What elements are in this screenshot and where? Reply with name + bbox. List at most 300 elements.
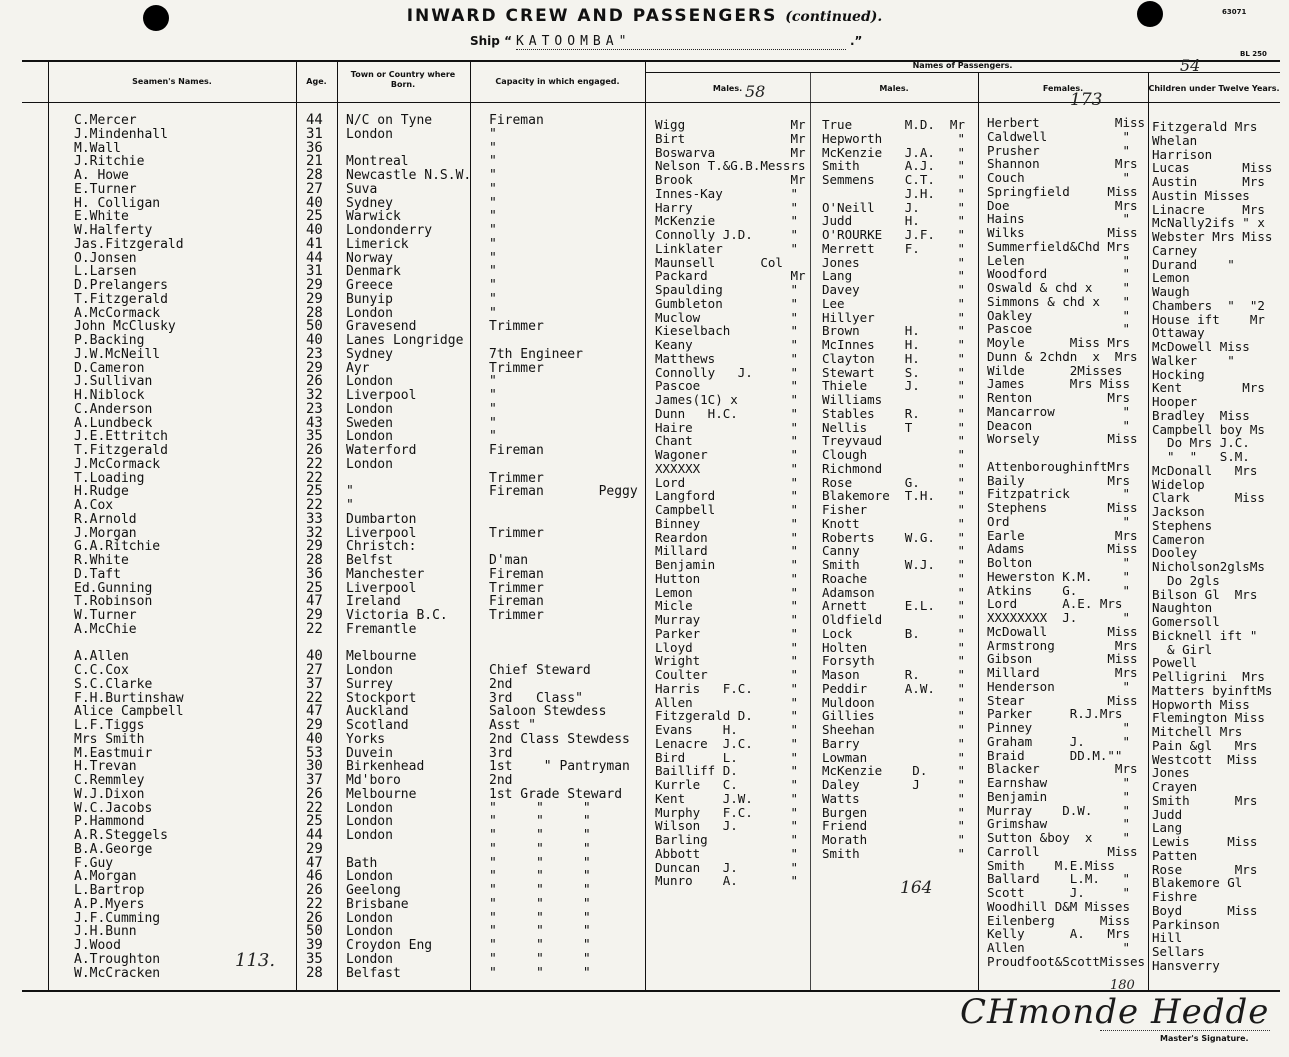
seaman-age: 22 (306, 895, 323, 912)
header-town: Town or Country where Born. (350, 70, 456, 89)
female-passenger: Prusher " (987, 142, 1130, 158)
birthplace: Birkenhead (346, 759, 425, 775)
capacity-entry: Trimmer (489, 580, 544, 596)
capacity-entry: " " " (489, 924, 591, 940)
birthplace: Fremantle (346, 621, 417, 637)
child-passenger: Hooper (1152, 394, 1198, 409)
child-passenger: Crayen (1152, 779, 1198, 794)
male-passenger: Treyvaud " (822, 433, 965, 449)
seaman-age: 26 (306, 442, 323, 458)
female-passenger: Woodhill D&M Misses (987, 898, 1130, 914)
child-passenger: Stephens (1152, 517, 1213, 533)
seaman-age: 29 (306, 717, 323, 733)
capacity-entry (489, 458, 638, 472)
seaman-name: P.Backing (74, 333, 145, 348)
male-passenger: Blakemore T.H. " (822, 488, 965, 504)
female-passenger: Stear Miss (987, 692, 1138, 708)
child-passenger: Ottaway (1152, 325, 1205, 341)
male-passenger: Jones " (822, 254, 965, 270)
male-passenger: Haire " (655, 419, 798, 435)
female-passenger: Smith M.E.Miss (987, 857, 1115, 873)
females-count-mark: 173 (1070, 90, 1103, 110)
children-column (1152, 120, 1272, 973)
male-passenger: Chant " (655, 433, 798, 449)
male-passenger: Duncan J. " (655, 859, 798, 875)
birthplace: Yorks (346, 731, 386, 747)
female-passenger: Dunn & 2chdn x Mrs (987, 348, 1138, 364)
female-passenger: Woodford " (987, 266, 1130, 282)
capacity-entry: " (489, 126, 497, 142)
seaman-name: J.E.Ettritch (74, 429, 168, 445)
capacity-entry: Fireman (489, 594, 544, 610)
seaman-name: T.Robinson (74, 594, 153, 610)
seaman-age: 29 (306, 277, 323, 293)
birthplace: Christch: (346, 539, 417, 555)
seaman-age: 21 (306, 153, 323, 170)
seaman-age: 46 (306, 868, 323, 885)
female-passenger: Wilde 2Misses (987, 362, 1123, 378)
female-passenger: Baily Mrs (987, 472, 1130, 488)
birthplace: London (346, 126, 393, 142)
birthplace: London (346, 869, 393, 885)
seaman-age: 37 (306, 675, 323, 692)
female-passenger: Fitzpatrick " (987, 486, 1130, 502)
male-passenger: Hepworth " (822, 130, 965, 146)
female-passenger: Allen " (987, 940, 1130, 955)
birthplace: Scotland (346, 718, 409, 733)
male-passenger: Packard Mr (655, 268, 806, 284)
capacity-entry: 2nd (489, 676, 513, 692)
female-passenger: Renton Mrs (987, 390, 1130, 405)
children-count-mark: 54 (1180, 56, 1201, 75)
seaman-age: 40 (306, 730, 323, 747)
seaman-age: 27 (306, 180, 323, 197)
seaman-age: 22 (306, 799, 323, 816)
male-passenger: Knott " (822, 515, 965, 531)
birthplace: Greece (346, 278, 393, 293)
seaman-age: 50 (306, 318, 323, 335)
seaman-name: John McClusky (74, 319, 176, 335)
child-passenger: Jones (1152, 765, 1190, 781)
header-capacity: Capacity in which engaged. (495, 77, 620, 86)
seaman-age: 25 (306, 483, 323, 500)
child-passenger: Judd (1152, 806, 1183, 822)
child-passenger: Bilson Gl Mrs (1152, 586, 1258, 602)
birthplace (346, 472, 471, 486)
child-passenger: McDonall Mrs (1152, 462, 1258, 478)
birthplace: London (346, 814, 393, 830)
male-passenger: Coulter " (655, 667, 798, 682)
seaman-name: C.Mercer (74, 113, 137, 128)
capacity-entry: 1st " Pantryman (489, 759, 630, 775)
capacity-entry (489, 334, 638, 348)
female-passenger: Blacker Mrs (987, 761, 1138, 777)
female-passenger: Ord " (987, 513, 1130, 529)
capacity-entry (489, 650, 638, 664)
seaman-name: L.F.Tiggs (74, 718, 145, 733)
capacity-entry: 1st Grade Steward (489, 786, 623, 802)
seaman-name: J.Mindenhall (74, 126, 168, 142)
seaman-name: A.Troughton (74, 951, 161, 967)
child-passenger: Campbell boy Ms (1152, 421, 1265, 437)
female-passenger: Earnshaw " (987, 775, 1130, 790)
female-passenger: Couch " (987, 170, 1130, 185)
capacity-entry (489, 513, 638, 527)
male-passenger: Brown H. " (822, 323, 965, 339)
seaman-name: H.Niblock (74, 388, 145, 403)
male-passenger: Lowman " (822, 749, 965, 765)
male-passenger: Richmond " (822, 460, 965, 476)
birthplace: Dumbarton (346, 511, 417, 527)
female-passenger: Doe Mrs (987, 197, 1138, 213)
seaman-age: 27 (306, 662, 323, 678)
male-passenger: Murray " (655, 612, 798, 627)
seaman-age: 28 (306, 552, 323, 568)
birthplace: London (346, 305, 393, 321)
capacity-entry: Saloon Stewdess (489, 704, 607, 720)
male-passenger: Wagoner " (655, 447, 798, 462)
birthplace: London (346, 910, 393, 926)
seamen-names-column (74, 114, 184, 980)
capacity-entry: " (489, 374, 497, 390)
capacity-entry: 3rd (489, 745, 513, 761)
seaman-age: 31 (306, 263, 323, 280)
male-passenger: Evans H. " (655, 722, 798, 737)
child-passenger: Austin Mrs (1152, 174, 1265, 189)
seaman-age: 31 (306, 125, 323, 142)
capacity-entry: Trimmer (489, 608, 544, 623)
birthplace: London (346, 374, 393, 390)
male-passenger: Forsyth " (822, 653, 965, 669)
child-passenger: Widelop (1152, 476, 1205, 492)
seaman-name: A.R.Steggels (74, 828, 168, 843)
male-passenger: Clayton H. " (822, 350, 965, 366)
child-passenger: Smith Mrs (1152, 792, 1258, 808)
birthplace: London (346, 456, 393, 472)
seaman-age: 44 (306, 827, 323, 843)
capacity-entry: " " " (489, 883, 591, 898)
col-divider (1148, 72, 1149, 990)
child-passenger: Hopworth Miss (1152, 696, 1250, 712)
child-passenger: Chambers " "2 (1152, 297, 1265, 313)
male-passenger: O'Neill J. " (822, 199, 965, 215)
female-passenger: Kelly A. Mrs (987, 926, 1130, 942)
birthplace: London (346, 924, 393, 940)
seaman-age: 36 (306, 139, 323, 156)
male-passenger: Campbell " (655, 502, 798, 517)
birthplace: Ireland (346, 594, 401, 610)
seaman-name: W.J.Dixon (74, 786, 145, 802)
male-passenger: Merrett F. " (822, 240, 965, 256)
capacity-entry: Asst " (489, 718, 536, 733)
male-passenger: Burgen " (822, 804, 965, 820)
capacity-entry: " (489, 291, 497, 307)
birthplace: Lanes Longridge (346, 333, 464, 348)
seaman-name: E.White (74, 209, 129, 225)
birthplace: London (346, 663, 393, 678)
child-passenger: Powell (1152, 655, 1198, 671)
header-females: Females. (1042, 84, 1084, 93)
header-passengers: Names of Passengers. (912, 61, 1013, 70)
seaman-age: 26 (306, 882, 323, 898)
birthplace: Brisbane (346, 896, 409, 912)
males-column-2 (822, 118, 965, 861)
female-passenger: Hewerston K.M. " (987, 568, 1130, 584)
seaman-name: A.P.Myers (74, 896, 145, 912)
female-passenger: Parker R.J.Mrs (987, 706, 1123, 722)
female-passenger: Shannon Mrs (987, 156, 1138, 172)
capacity-entry: " " " (489, 814, 591, 830)
capacity-entry (489, 499, 638, 513)
seaman-age: 25 (306, 813, 323, 830)
capacity-entry: 2nd Class Stewdess (489, 731, 630, 747)
seaman-name: Mrs Smith (74, 731, 145, 747)
seaman-name: A.Cox (74, 498, 114, 513)
male-passenger: Smith A.J. " (822, 158, 965, 174)
male-passenger: Hillyer " (822, 309, 965, 325)
female-passenger: Sutton &boy x " (987, 830, 1130, 845)
male-passenger: Thiele J. " (822, 378, 965, 394)
seaman-age: 53 (306, 744, 323, 761)
seaman-name: J.F.Cumming (74, 910, 161, 926)
seaman-age: 29 (306, 840, 323, 857)
birthplace: Surrey (346, 676, 393, 692)
capacity-entry: " (489, 250, 497, 266)
child-passenger: Sellars (1152, 944, 1205, 959)
female-passenger: Armstrong Mrs (987, 637, 1138, 653)
seaman-name: A. Howe (74, 168, 129, 183)
male-passenger: J.H. " (822, 185, 965, 201)
male-passenger: Parker " (655, 625, 798, 641)
male-passenger: Rose G. " (822, 474, 965, 490)
seaman-name: J.Morgan (74, 525, 137, 541)
capacity-entry: " (489, 236, 497, 252)
male-passenger: Sheehan " (822, 722, 965, 737)
male-passenger: Smith W.J. " (822, 557, 965, 572)
capacity-entry: " (489, 154, 497, 170)
seaman-age: 40 (306, 332, 323, 348)
capacity-entry: Fireman (489, 566, 544, 582)
seaman-name: J.Wood (74, 938, 121, 953)
male-passenger: Fisher " (822, 502, 965, 517)
col-divider (645, 60, 646, 990)
seaman-age: 33 (306, 510, 323, 527)
female-passenger: Stephens Miss (987, 500, 1138, 515)
male-passenger: Judd H. " (822, 213, 965, 229)
header-males-2: Males. (879, 84, 909, 93)
child-passenger: Nicholson2glsMs (1152, 559, 1265, 574)
child-passenger: Matters byinftMs (1152, 682, 1273, 698)
child-passenger: Pelligrini Mrs (1152, 669, 1265, 684)
male-passenger: McInnes H. " (822, 337, 965, 352)
male-passenger: Innes-Kay " (655, 185, 798, 201)
male-passenger: Kent J.W. " (655, 790, 798, 806)
seaman-age: 25 (306, 579, 323, 596)
birthplace: Auckland (346, 704, 409, 720)
male-passenger: Smith " (822, 845, 965, 861)
male-passenger: Gumbleton " (655, 295, 798, 311)
male-passenger: Spaulding " (655, 282, 798, 297)
capacity-entry: " (489, 264, 497, 280)
male-passenger: Wright " (655, 653, 798, 669)
seaman-name: H.Trevan (74, 759, 137, 775)
seaman-name: A.McCormack (74, 305, 161, 321)
child-passenger: McDowell Miss (1152, 339, 1250, 354)
male-passenger: Stables R. " (822, 405, 965, 421)
female-passenger: Lelen " (987, 252, 1130, 268)
seaman-age: 28 (306, 167, 323, 183)
birthplace: " (346, 498, 354, 513)
seaman-name: C.Remmley (74, 773, 145, 788)
child-passenger: Rose Mrs (1152, 861, 1258, 877)
seaman-name: A.McChie (74, 621, 137, 637)
child-passenger: Mitchell Mrs (1152, 724, 1243, 739)
male-passenger: Dunn H.C. " (655, 405, 798, 421)
child-passenger: Lewis Miss (1152, 834, 1258, 849)
seaman-name: C.Anderson (74, 401, 153, 417)
seaman-name: P.Hammond (74, 814, 145, 830)
col-divider (337, 60, 338, 990)
child-passenger: Hill (1152, 930, 1183, 946)
seaman-name: B.A.George (74, 841, 153, 857)
male-passenger: Stewart S. " (822, 364, 965, 380)
female-passenger: Deacon " (987, 417, 1130, 433)
child-passenger: Blakemore Gl (1152, 875, 1243, 891)
seaman-name: O.Jonsen (74, 250, 137, 266)
seaman-name: D.Cameron (74, 360, 145, 376)
seaman-age: 47 (306, 854, 323, 871)
capacity-entry: Trimmer (489, 319, 544, 335)
form-reference: BL 250 (1240, 50, 1267, 58)
female-passenger: Murray D.W. " (987, 802, 1130, 818)
male-passenger: Roberts W.G. " (822, 529, 965, 545)
birthplace: London (346, 429, 393, 445)
male-passenger: McKenzie J.A. " (822, 144, 965, 160)
child-passenger: Linacre Mrs (1152, 201, 1265, 217)
male-passenger: Barling " (655, 832, 798, 847)
male-passenger: McKenzie D. " (822, 763, 965, 779)
female-passenger: Moyle Miss Mrs (987, 335, 1130, 350)
capacity-entry: " " " (489, 841, 591, 857)
birthplace: Warwick (346, 209, 401, 225)
female-passenger: Simmons & chd x " (987, 293, 1130, 309)
capacity-entry: " " " (489, 828, 591, 843)
female-passenger: Pascoe " (987, 321, 1130, 337)
male-passenger: Maunsell Col (655, 254, 783, 270)
male-passenger: Davey " (822, 282, 965, 297)
capacity-entry: " (489, 415, 497, 431)
col-divider (978, 72, 979, 990)
birthplace: Md'boro (346, 773, 401, 788)
birthplace (346, 843, 471, 857)
birthplace: Sweden (346, 415, 393, 431)
bottom-tally-mark: 180 (1110, 978, 1135, 993)
birthplace: London (346, 828, 393, 843)
birthplace: Londonderry (346, 223, 433, 238)
child-passenger: Bicknell ift " (1152, 627, 1258, 643)
birthplace: London (346, 800, 393, 816)
capacity-entry (489, 540, 638, 554)
females-column (987, 116, 1145, 969)
birthplace: Geelong (346, 883, 401, 898)
male-passenger: Muldoon " (822, 694, 965, 710)
ship-label: Ship “ (470, 34, 512, 48)
male-passenger: Lang " (822, 268, 965, 284)
seaman-name: W.Turner (74, 608, 137, 623)
male-passenger: XXXXXX " (655, 460, 798, 476)
child-passenger: Jackson (1152, 504, 1205, 519)
seaman-age: 30 (306, 758, 323, 775)
seaman-name: W.Halferty (74, 223, 153, 238)
capacity-entry: 7th Engineer (489, 346, 583, 362)
birthplace: Sydney (346, 346, 393, 362)
female-passenger: AttenboroughinftMrs (987, 458, 1130, 474)
birthplace: Limerick (346, 236, 409, 252)
female-passenger: Henderson " (987, 678, 1130, 694)
male-passenger: Lloyd " (655, 639, 798, 655)
male-passenger: Fitzgerald D. " (655, 708, 798, 724)
col-divider (296, 60, 297, 990)
birthplace: Manchester (346, 566, 425, 582)
birthplace: Newcastle N.S.W. (346, 168, 472, 183)
male-passenger: Bailliff D. " (655, 763, 798, 779)
seaman-age: 47 (306, 703, 323, 720)
birthplace: Belfst (346, 553, 393, 568)
seaman-age: 32 (306, 524, 323, 541)
seaman-age: 36 (306, 565, 323, 582)
seaman-age: 40 (306, 222, 323, 238)
birthplace: Melbourne (346, 786, 417, 802)
birthplace: Liverpool (346, 388, 417, 403)
seaman-age: 26 (306, 373, 323, 390)
birthplace: Melbourne (346, 649, 417, 665)
child-passenger: Naughton (1152, 600, 1213, 616)
male-passenger: Munro A. " (655, 873, 798, 889)
male-passenger: Barry " (822, 735, 965, 751)
male-passenger: Lemon " (655, 584, 798, 600)
seaman-name: R.White (74, 553, 129, 568)
child-passenger: Hansverry (1152, 957, 1220, 973)
capacity-entry: D'man (489, 553, 529, 568)
seaman-age: 47 (306, 593, 323, 610)
male-passenger: Williams " (822, 392, 965, 407)
capacity-column (489, 114, 638, 980)
male-passenger: Lee " (822, 295, 965, 311)
seaman-age: 23 (306, 400, 323, 417)
male-passenger: Harry " (655, 199, 798, 215)
child-passenger: Kent Mrs (1152, 380, 1265, 396)
seaman-age: 32 (306, 387, 323, 403)
female-passenger: Atkins G. " (987, 582, 1130, 598)
header-age: Age. (306, 77, 327, 86)
child-passenger: Fitzgerald Mrs (1152, 119, 1258, 134)
child-passenger: Dooley (1152, 545, 1198, 561)
male-passenger: Micle " (655, 598, 798, 614)
female-passenger: Oakley " (987, 307, 1130, 323)
male-passenger: Lord " (655, 474, 798, 490)
seaman-age: 22 (306, 455, 323, 472)
capacity-entry (489, 623, 638, 637)
ship-close: .” (849, 34, 863, 48)
child-passenger: Gomersoll (1152, 614, 1220, 629)
male-passenger: Nellis T " (822, 419, 965, 435)
child-passenger: Parkinson (1152, 916, 1220, 932)
seaman-age: 26 (306, 785, 323, 802)
male-passenger: Boswarva Mr (655, 144, 806, 160)
capacity-entry: " (489, 223, 497, 238)
seaman-age: 44 (306, 112, 323, 128)
birthplace: London (346, 951, 393, 967)
